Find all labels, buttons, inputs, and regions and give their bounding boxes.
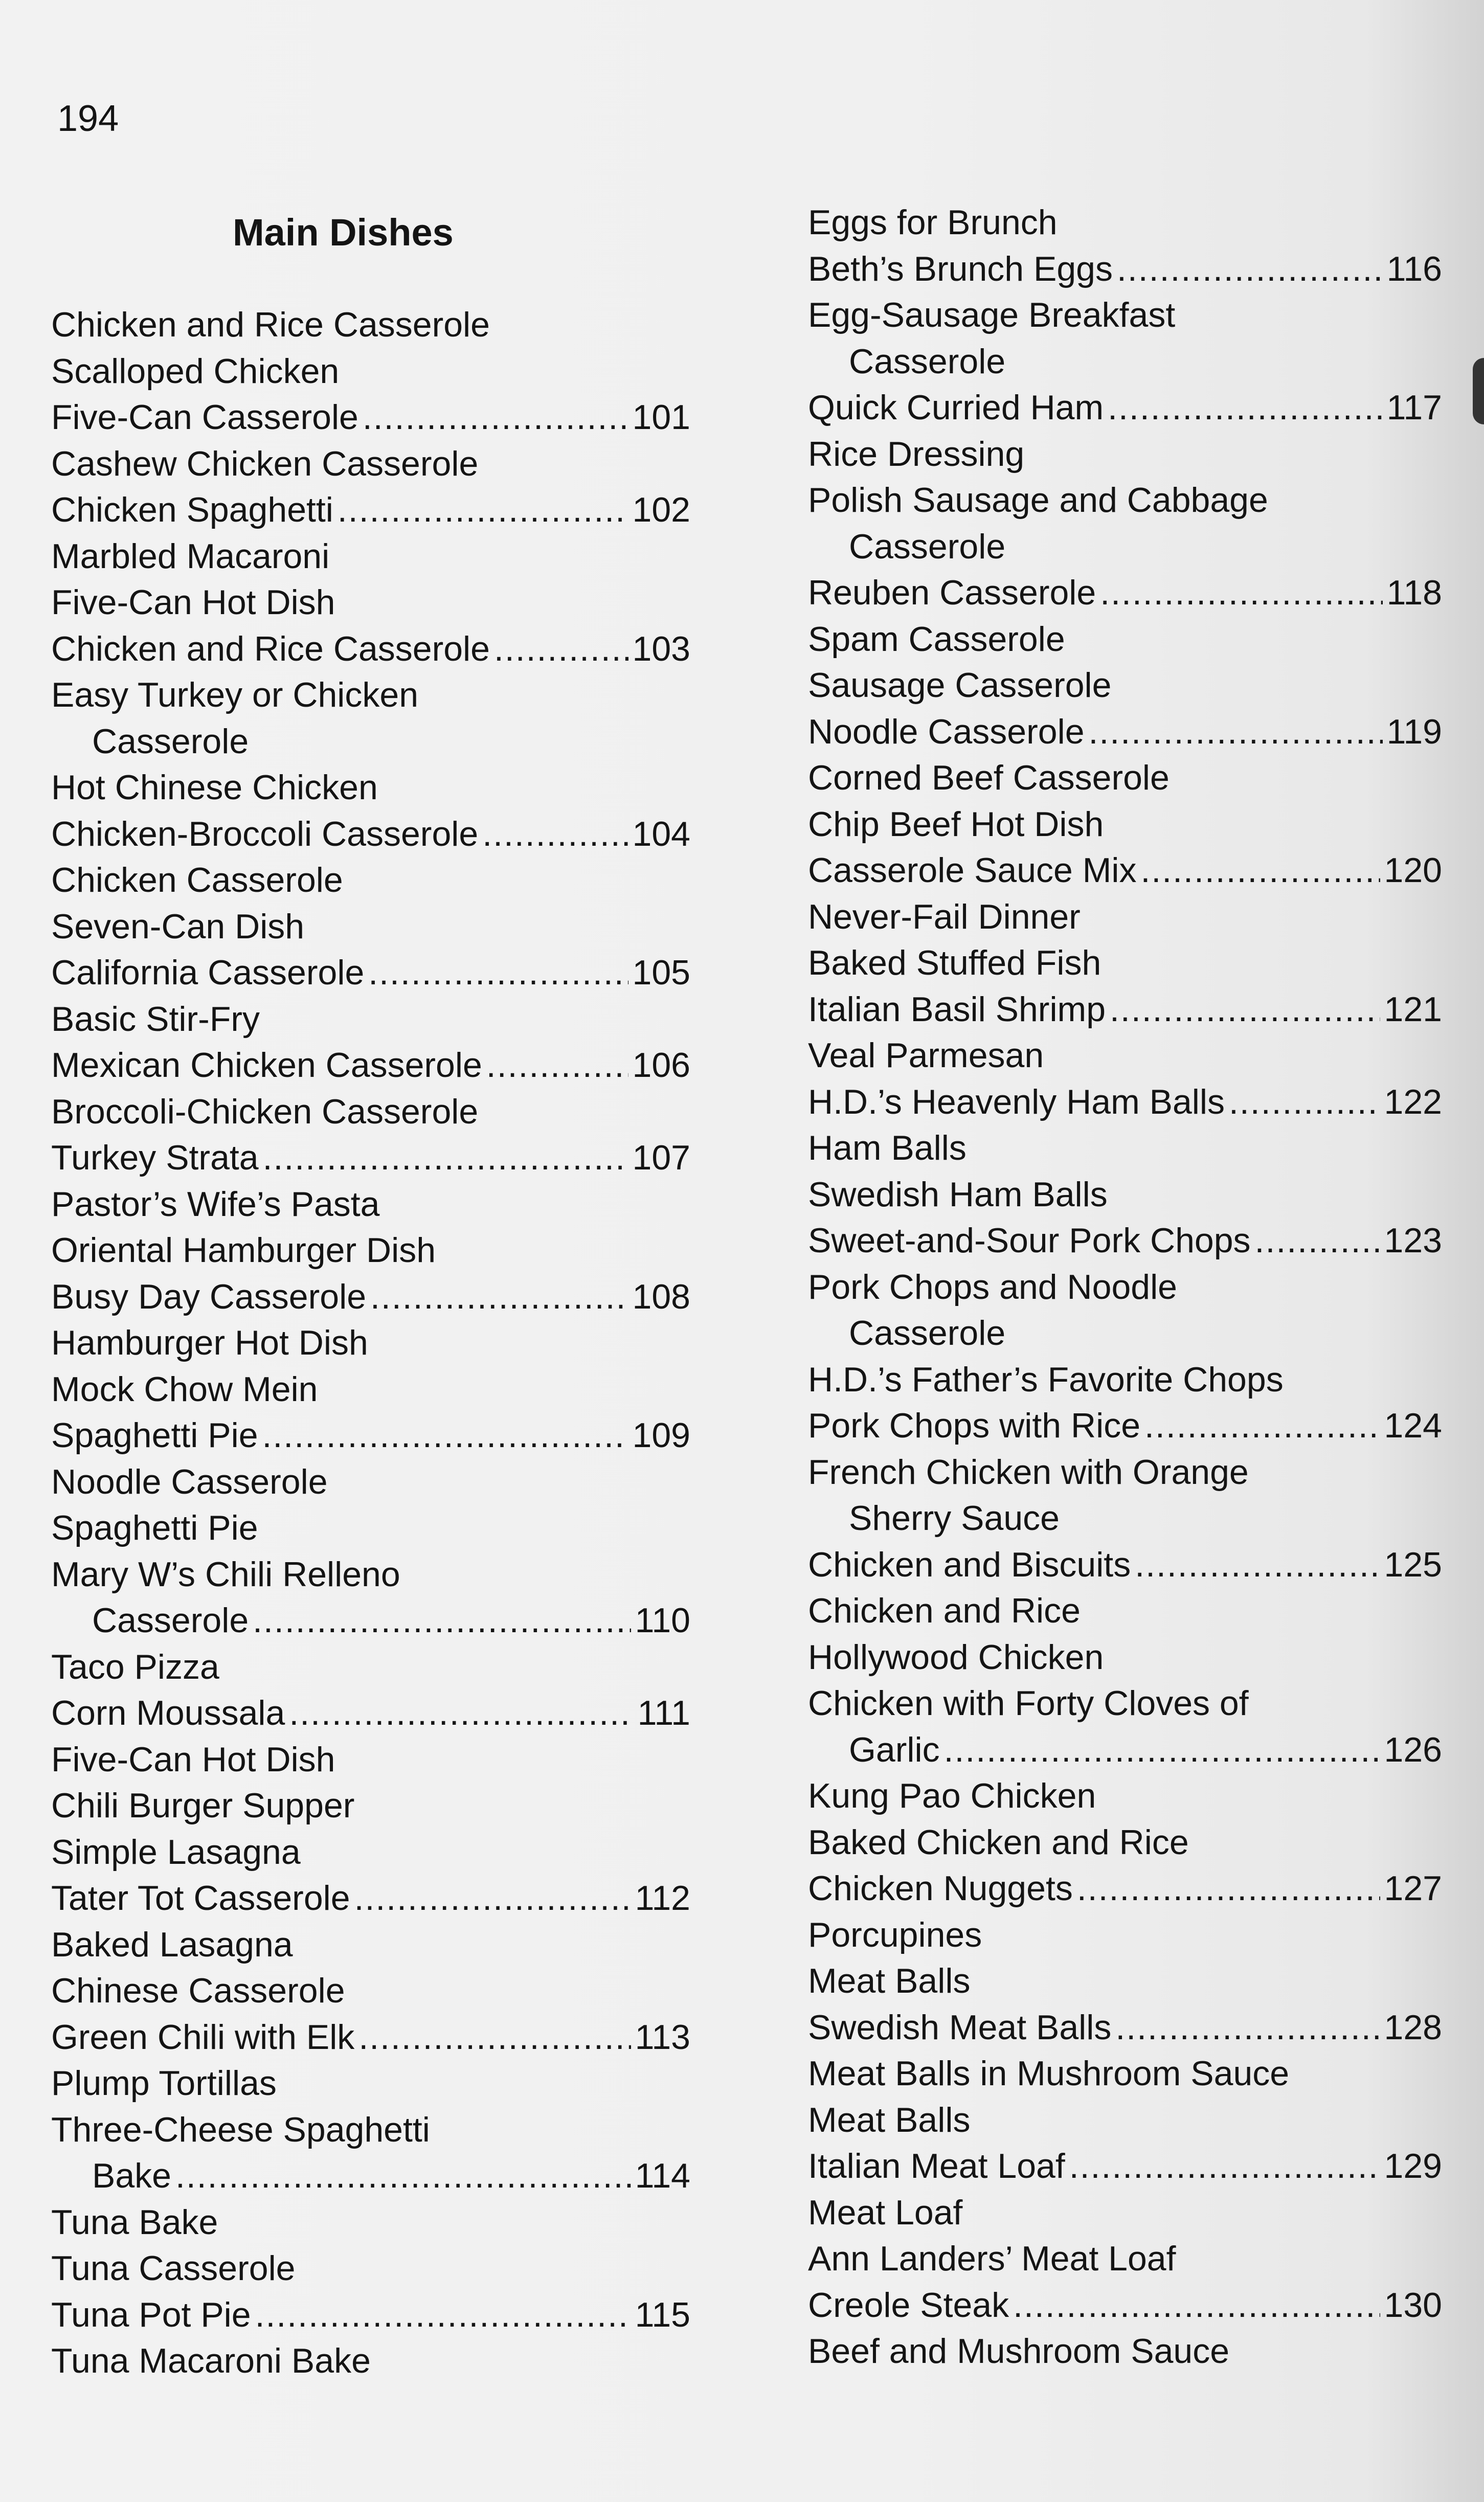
index-entry xyxy=(808,339,1442,385)
entry-title: Chip Beef Hot Dish xyxy=(808,804,1104,844)
entry-page-number: 104 xyxy=(632,814,690,853)
index-entry xyxy=(808,199,1442,246)
dot-leader xyxy=(368,950,628,996)
entry-title: Italian Meat Loaf xyxy=(808,2147,1065,2185)
entry-title: Never-Fail Dinner xyxy=(808,897,1081,936)
index-entry xyxy=(808,1542,1442,1588)
dot-leader xyxy=(289,1690,633,1737)
entry-title: Noodle Casserole xyxy=(808,712,1085,751)
index-entry xyxy=(51,1320,690,1366)
page-edge-shadow xyxy=(1473,358,1484,424)
index-entry xyxy=(51,764,690,811)
index-entry xyxy=(808,2004,1442,2051)
entry-title: Chicken Nuggets xyxy=(808,1869,1073,1908)
index-entry xyxy=(808,2143,1442,2190)
dot-leader xyxy=(1100,570,1382,616)
index-entry xyxy=(51,1644,690,1690)
entry-title: Creole Steak xyxy=(808,2285,1009,2325)
index-entry xyxy=(808,755,1442,801)
index-entry xyxy=(808,477,1442,524)
index-entry xyxy=(51,1737,690,1783)
entry-title: Eggs for Brunch xyxy=(808,203,1058,242)
entry-title: Reuben Casserole xyxy=(808,573,1096,612)
dot-leader xyxy=(1077,1865,1380,1912)
index-entry xyxy=(808,616,1442,663)
index-entry xyxy=(51,1227,690,1274)
entry-title: Polish Sausage and Cabbage xyxy=(808,481,1268,520)
entry-title: Casserole xyxy=(849,1314,1006,1353)
dot-leader xyxy=(1115,2004,1380,2051)
entry-page-number: 106 xyxy=(632,1046,690,1085)
entry-title: Casserole xyxy=(92,722,249,761)
entry-title: H.D.’s Father’s Favorite Chops xyxy=(808,1360,1284,1399)
entry-title: Ann Landers’ Meat Loaf xyxy=(808,2239,1176,2278)
entry-title: Spam Casserole xyxy=(808,619,1065,659)
entry-title: Scalloped Chicken xyxy=(51,351,340,391)
entry-title: Spaghetti Pie xyxy=(51,1508,258,1547)
entry-title: Ham Balls xyxy=(808,1129,966,1167)
dot-leader xyxy=(1110,986,1380,1033)
index-entry xyxy=(808,1218,1442,1264)
entry-title: Mexican Chicken Casserole xyxy=(51,1046,482,1085)
index-entry xyxy=(808,1958,1442,2004)
dot-leader xyxy=(263,1135,628,1181)
index-entry xyxy=(51,1968,690,2014)
dot-leader xyxy=(494,626,628,672)
index-entry xyxy=(51,2060,690,2107)
entry-page-number: 111 xyxy=(637,1694,690,1732)
left-column xyxy=(51,210,690,2384)
entry-title: Simple Lasagna xyxy=(51,1832,301,1872)
entry-title: Tuna Bake xyxy=(51,2202,218,2242)
index-entry xyxy=(51,1875,690,1922)
entry-page-number: 101 xyxy=(632,398,690,437)
page-number: 194 xyxy=(57,98,119,139)
entry-title: Chicken with Forty Cloves of xyxy=(808,1684,1249,1723)
dot-leader xyxy=(1117,246,1383,292)
index-entry xyxy=(51,348,690,395)
index-entry xyxy=(808,2050,1442,2097)
entry-title: Tuna Casserole xyxy=(51,2249,296,2288)
index-entry xyxy=(808,1773,1442,1819)
index-entry xyxy=(808,940,1442,986)
dot-leader xyxy=(1144,1403,1380,1449)
entry-title: Marbled Macaroni xyxy=(51,536,330,576)
entry-title: Plump Tortillas xyxy=(51,2064,277,2103)
dot-leader xyxy=(1135,1542,1380,1588)
index-entry xyxy=(51,1274,690,1320)
index-entry xyxy=(51,950,690,996)
entry-page-number: 118 xyxy=(1386,573,1442,612)
entry-title: Quick Curried Ham xyxy=(808,388,1104,427)
entry-title: Easy Turkey or Chicken xyxy=(51,675,419,714)
index-entry xyxy=(51,487,690,533)
index-entry xyxy=(51,718,690,765)
entry-page-number: 127 xyxy=(1384,1869,1442,1908)
index-entry xyxy=(808,1264,1442,1311)
entry-title: Beth’s Brunch Eggs xyxy=(808,249,1113,288)
index-entry xyxy=(808,1634,1442,1681)
entry-title: Chinese Casserole xyxy=(51,1971,345,2010)
entry-title: Casserole Sauce Mix xyxy=(808,851,1137,890)
dot-leader xyxy=(253,1597,631,1644)
index-entry xyxy=(51,1505,690,1551)
entry-title: Taco Pizza xyxy=(51,1647,219,1686)
index-entry xyxy=(51,1551,690,1598)
index-entry xyxy=(51,1135,690,1181)
dot-leader xyxy=(1140,847,1380,894)
index-entry xyxy=(808,524,1442,570)
index-entry xyxy=(51,2199,690,2246)
entry-title: Busy Day Casserole xyxy=(51,1277,367,1316)
dot-leader xyxy=(262,1412,628,1459)
entry-title: Tuna Macaroni Bake xyxy=(51,2341,371,2380)
index-entry xyxy=(808,1310,1442,1357)
index-entry xyxy=(51,394,690,441)
entry-page-number: 122 xyxy=(1384,1082,1442,1121)
index-entry xyxy=(808,385,1442,431)
dot-leader xyxy=(338,487,628,533)
entry-title: Spaghetti Pie xyxy=(51,1416,258,1455)
index-entry xyxy=(51,626,690,672)
entry-page-number: 108 xyxy=(632,1277,690,1316)
index-entry xyxy=(808,1125,1442,1171)
index-entry xyxy=(51,1783,690,1829)
entry-title: Baked Chicken and Rice xyxy=(808,1822,1189,1862)
index-entry xyxy=(808,1032,1442,1079)
index-entry xyxy=(51,2292,690,2338)
index-entry xyxy=(51,857,690,904)
entry-page-number: 115 xyxy=(635,2295,690,2334)
dot-leader xyxy=(358,2014,631,2061)
dot-leader xyxy=(1229,1079,1380,1125)
index-entry xyxy=(51,1459,690,1505)
entry-page-number: 112 xyxy=(635,1879,690,1918)
dot-leader xyxy=(1108,385,1382,431)
entry-page-number: 117 xyxy=(1386,388,1442,427)
entry-title: Meat Loaf xyxy=(808,2193,963,2232)
index-entry xyxy=(808,1680,1442,1727)
entry-title: Chicken and Rice xyxy=(808,1591,1081,1630)
entry-title: Mary W’s Chili Relleno xyxy=(51,1554,400,1594)
entry-title: Five-Can Hot Dish xyxy=(51,1740,335,1779)
dot-leader xyxy=(1255,1218,1380,1264)
index-entry xyxy=(808,570,1442,616)
index-entry xyxy=(51,2245,690,2292)
index-entry xyxy=(808,246,1442,292)
entry-title: Tuna Pot Pie xyxy=(51,2295,251,2334)
entry-page-number: 113 xyxy=(635,2017,690,2057)
entry-title: Green Chili with Elk xyxy=(51,2017,355,2057)
dot-leader xyxy=(255,2292,631,2338)
entry-page-number: 103 xyxy=(632,629,690,668)
entry-title: Mock Chow Mein xyxy=(51,1369,318,1409)
entry-title: Hot Chinese Chicken xyxy=(51,768,378,807)
index-entry xyxy=(51,441,690,487)
index-entry xyxy=(808,1727,1442,1773)
index-entry xyxy=(51,2014,690,2061)
index-entry xyxy=(808,1171,1442,1218)
entry-page-number: 116 xyxy=(1386,249,1442,288)
entry-title: Noodle Casserole xyxy=(51,1462,328,1501)
index-entry xyxy=(808,662,1442,709)
index-entry xyxy=(808,801,1442,848)
entry-title: Oriental Hamburger Dish xyxy=(51,1231,436,1270)
entry-page-number: 125 xyxy=(1384,1545,1442,1584)
entry-title: Chili Burger Supper xyxy=(51,1786,355,1825)
index-entry xyxy=(51,996,690,1043)
entry-title: Sausage Casserole xyxy=(808,666,1112,705)
index-entry xyxy=(51,2107,690,2153)
entry-page-number: 126 xyxy=(1384,1730,1442,1769)
index-entry xyxy=(51,2338,690,2384)
entry-title: Baked Lasagna xyxy=(51,1925,293,1964)
entry-title: Corned Beef Casserole xyxy=(808,758,1170,797)
entry-page-number: 128 xyxy=(1384,2008,1442,2047)
entry-title: Swedish Ham Balls xyxy=(808,1175,1108,1214)
entry-title: Meat Balls xyxy=(808,1962,971,2000)
index-entry xyxy=(51,533,690,580)
index-entry xyxy=(51,1412,690,1459)
entry-page-number: 119 xyxy=(1386,712,1442,751)
dot-leader xyxy=(370,1274,628,1320)
entry-title: Chicken-Broccoli Casserole xyxy=(51,814,479,853)
index-entry xyxy=(808,1079,1442,1125)
entry-title: Pastor’s Wife’s Pasta xyxy=(51,1184,380,1224)
entry-title: Kung Pao Chicken xyxy=(808,1776,1096,1815)
index-entry xyxy=(51,302,690,348)
entry-title: Chicken Spaghetti xyxy=(51,490,333,529)
entry-title: Chicken and Rice Casserole xyxy=(51,305,490,344)
index-entry xyxy=(808,1865,1442,1912)
index-entry xyxy=(808,1403,1442,1449)
entry-title: Meat Balls xyxy=(808,2100,971,2139)
index-entry xyxy=(51,672,690,718)
index-entry xyxy=(51,1042,690,1089)
entry-title: Italian Basil Shrimp xyxy=(808,989,1106,1029)
entry-page-number: 110 xyxy=(635,1601,690,1640)
entry-title: Baked Stuffed Fish xyxy=(808,943,1101,982)
index-entry xyxy=(51,1366,690,1413)
index-entry xyxy=(51,2153,690,2199)
index-entry xyxy=(51,1089,690,1135)
index-entry xyxy=(808,1495,1442,1542)
dot-leader xyxy=(354,1875,631,1922)
index-entry xyxy=(808,1819,1442,1866)
index-entry xyxy=(808,431,1442,478)
entry-title: Casserole xyxy=(849,527,1006,566)
index-entry xyxy=(808,1588,1442,1634)
index-entry xyxy=(808,894,1442,940)
index-entry xyxy=(808,2097,1442,2144)
entry-title: Hollywood Chicken xyxy=(808,1637,1104,1677)
index-entry xyxy=(808,1449,1442,1496)
index-entry xyxy=(51,579,690,626)
index-entry xyxy=(808,986,1442,1033)
entry-page-number: 102 xyxy=(632,490,690,529)
entry-title: Sherry Sauce xyxy=(849,1499,1060,1538)
entry-title: Rice Dressing xyxy=(808,434,1025,474)
dot-leader xyxy=(486,1042,628,1089)
dot-leader xyxy=(175,2153,631,2199)
dot-leader xyxy=(482,811,628,858)
index-entry xyxy=(51,1829,690,1876)
index-entry xyxy=(51,1922,690,1968)
entry-title: Hamburger Hot Dish xyxy=(51,1323,368,1362)
entry-title: Chicken and Biscuits xyxy=(808,1545,1131,1584)
right-index-list xyxy=(808,199,1442,2375)
section-heading: Main Dishes xyxy=(233,211,454,254)
entry-title: Swedish Meat Balls xyxy=(808,2008,1112,2047)
dot-leader xyxy=(944,1727,1380,1773)
entry-page-number: 124 xyxy=(1384,1406,1442,1445)
index-entry xyxy=(808,292,1442,339)
index-entry xyxy=(808,2282,1442,2329)
entry-title: Casserole xyxy=(92,1601,249,1640)
entry-page-number: 109 xyxy=(632,1416,690,1455)
entry-title: Sweet-and-Sour Pork Chops xyxy=(808,1221,1251,1260)
entry-title: Five-Can Hot Dish xyxy=(51,583,335,622)
entry-title: Chicken and Rice Casserole xyxy=(51,629,490,668)
index-entry xyxy=(808,1357,1442,1403)
dot-leader xyxy=(363,394,628,441)
entry-page-number: 130 xyxy=(1384,2285,1442,2325)
entry-page-number: 123 xyxy=(1384,1221,1442,1260)
entry-title: Tater Tot Casserole xyxy=(51,1879,350,1918)
entry-title: Garlic xyxy=(849,1730,940,1769)
index-entry xyxy=(808,2328,1442,2375)
index-entry xyxy=(808,1912,1442,1958)
index-entry xyxy=(808,709,1442,755)
entry-title: Seven-Can Dish xyxy=(51,907,305,946)
entry-page-number: 121 xyxy=(1384,989,1442,1029)
entry-title: Bake xyxy=(92,2156,171,2195)
entry-title: Basic Stir-Fry xyxy=(51,999,260,1039)
index-entry xyxy=(808,847,1442,894)
entry-page-number: 129 xyxy=(1384,2147,1442,2185)
right-column xyxy=(808,199,1442,2375)
entry-title: Casserole xyxy=(849,342,1006,381)
dot-leader xyxy=(1069,2143,1380,2190)
entry-title: Turkey Strata xyxy=(51,1138,259,1177)
entry-title: Pork Chops and Noodle xyxy=(808,1267,1178,1306)
index-entry xyxy=(808,2190,1442,2236)
entry-title: Veal Parmesan xyxy=(808,1036,1044,1075)
entry-title: Corn Moussala xyxy=(51,1694,285,1732)
left-index-list xyxy=(51,302,690,2384)
index-entry xyxy=(51,904,690,950)
index-entry xyxy=(51,1597,690,1644)
dot-leader xyxy=(1089,709,1383,755)
entry-title: Three-Cheese Spaghetti xyxy=(51,2110,430,2149)
index-entry xyxy=(51,1690,690,1737)
index-entry xyxy=(51,811,690,858)
dot-leader xyxy=(1013,2282,1380,2329)
entry-page-number: 107 xyxy=(632,1138,690,1177)
entry-title: Meat Balls in Mushroom Sauce xyxy=(808,2054,1290,2093)
entry-title: Cashew Chicken Casserole xyxy=(51,444,479,483)
entry-page-number: 114 xyxy=(635,2156,690,2195)
entry-page-number: 105 xyxy=(632,953,690,992)
entry-title: French Chicken with Orange xyxy=(808,1452,1249,1492)
entry-title: Broccoli-Chicken Casserole xyxy=(51,1092,479,1131)
entry-page-number: 120 xyxy=(1384,851,1442,890)
entry-title: California Casserole xyxy=(51,953,365,992)
index-entry xyxy=(808,2236,1442,2282)
entry-title: Porcupines xyxy=(808,1915,982,1954)
entry-title: Egg-Sausage Breakfast xyxy=(808,296,1176,334)
entry-title: Chicken Casserole xyxy=(51,861,343,899)
entry-title: Pork Chops with Rice xyxy=(808,1406,1141,1445)
entry-title: H.D.’s Heavenly Ham Balls xyxy=(808,1082,1225,1121)
entry-title: Five-Can Casserole xyxy=(51,398,358,437)
index-entry xyxy=(51,1181,690,1228)
entry-title: Beef and Mushroom Sauce xyxy=(808,2332,1230,2371)
